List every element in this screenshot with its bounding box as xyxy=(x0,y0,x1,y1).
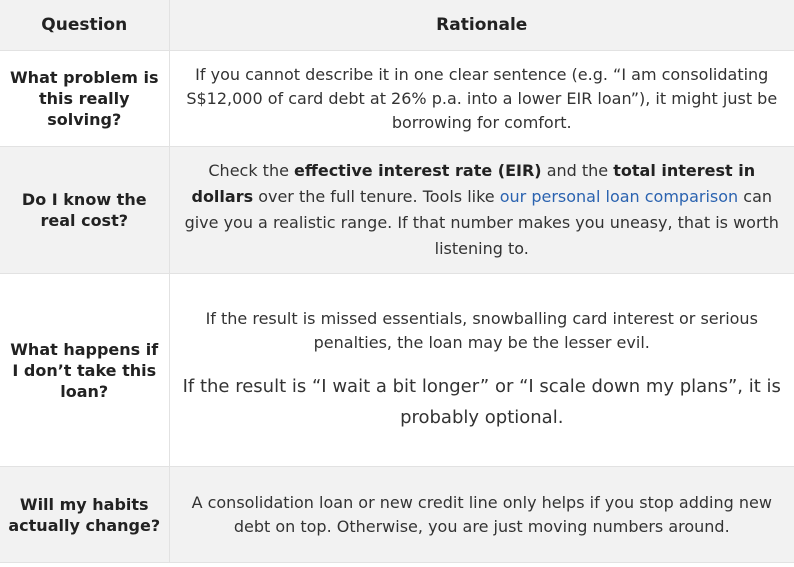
table-header-row xyxy=(0,0,794,51)
table-row xyxy=(0,51,794,147)
rationale-bold-eir: effective interest rate (EIR) xyxy=(294,161,542,180)
question-cell: What problem is this really solving? xyxy=(0,51,169,147)
table-row xyxy=(0,467,794,563)
rationale-cell xyxy=(169,274,794,467)
header-question: Question xyxy=(0,0,169,51)
table-row xyxy=(0,147,794,274)
header-rationale: Rationale xyxy=(169,0,794,51)
question-cell: Will my habits actually change? xyxy=(0,467,169,563)
question-cell: What happens if I don’t take this loan? xyxy=(0,274,169,467)
rationale-paragraph-large: If the result is “I wait a bit longer” or “I scale down my plans”, it is probably optional. xyxy=(182,376,781,428)
table-row xyxy=(0,274,794,467)
rationale-cell: A consolidation loan or new credit line only helps if you stop adding new debt on top. Otherwise, you are just moving numbers around. xyxy=(169,467,794,563)
rationale-text: and the xyxy=(541,161,614,180)
question-cell: Do I know the real cost? xyxy=(0,147,169,274)
rationale-cell xyxy=(169,147,794,274)
rationale-text: can give you a realistic range. If that number makes you uneasy, that is worth listening to. xyxy=(184,187,779,258)
rationale-text: Check the xyxy=(208,161,295,180)
rationale-paragraph: If the result is missed essentials, snowballing card interest or serious penalties, the loan may be the lesser evil. xyxy=(205,309,758,352)
rationale-cell: If you cannot describe it in one clear sentence (e.g. “I am consolidating S$12,000 of card debt at 26% p.a. into a lower EIR loan”), it might just be borrowing for comfort. xyxy=(169,51,794,147)
rationale-bold-total-interest: total interest in dollars xyxy=(191,161,756,206)
rationale-text: over the full tenure. Tools like xyxy=(253,187,500,206)
loan-comparison-link[interactable]: our personal loan comparison xyxy=(499,187,739,206)
